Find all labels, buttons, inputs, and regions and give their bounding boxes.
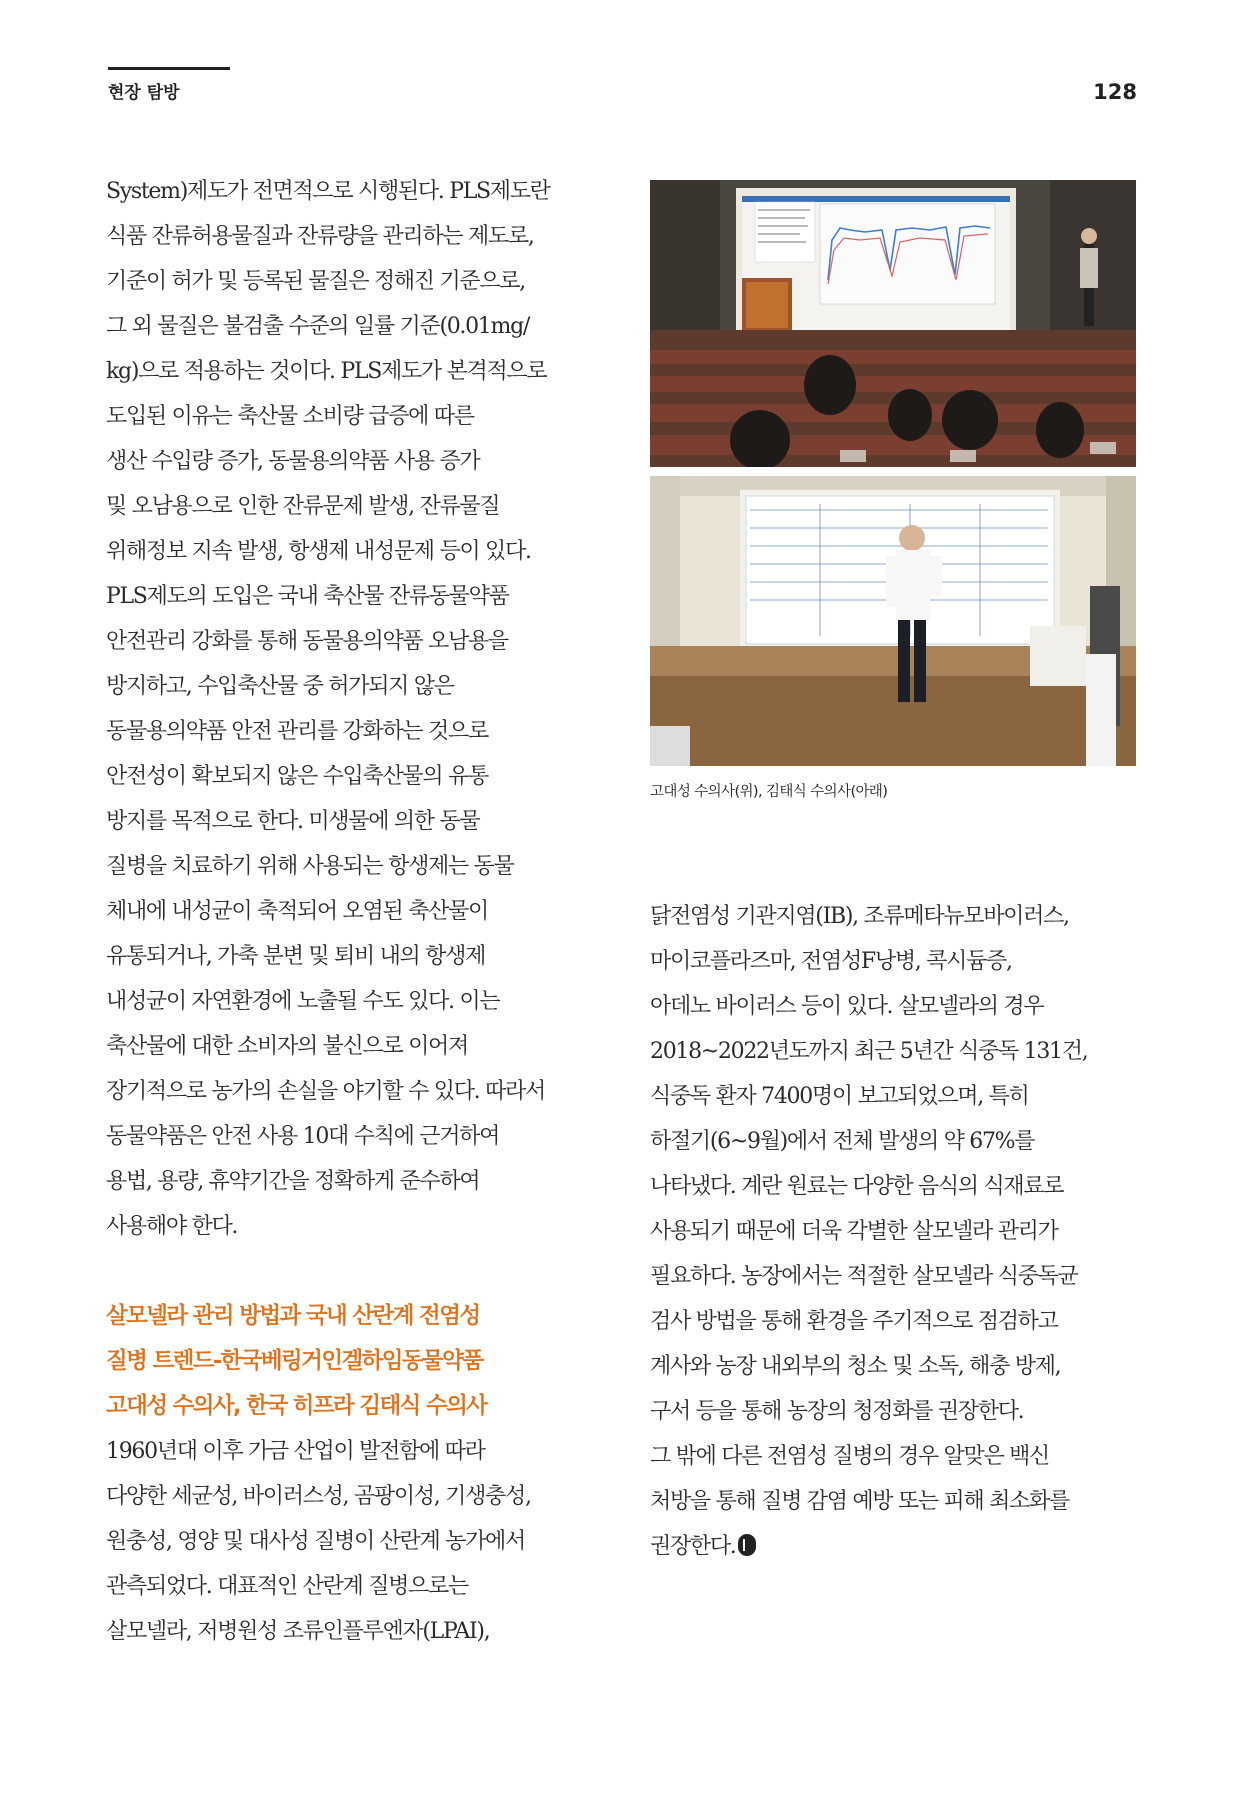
text-line: System)제도가 전면적으로 시행된다. PLS제도란 [106, 179, 550, 204]
text-line: 도입된 이유는 축산물 소비량 급증에 따른 [106, 404, 474, 429]
lecture-hall-photo-top [650, 180, 1136, 467]
text-line: 처방을 통해 질병 감염 예방 또는 피해 최소화를 [650, 1489, 1069, 1514]
heading-line: 살모넬라 관리 방법과 국내 산란계 전염성 [106, 1303, 480, 1329]
left-paragraph-2 [106, 1429, 606, 1654]
text-line: 유통되거나, 가축 분변 및 퇴비 내의 항생제 [106, 944, 486, 969]
text-line: 닭전염성 기관지염(IB), 조류메타뉴모바이러스, [650, 904, 1069, 929]
text-line: 검사 방법을 통해 환경을 주기적으로 점검하고 [650, 1309, 1058, 1334]
text-line: 동물약품은 안전 사용 10대 수칙에 근거하여 [106, 1124, 500, 1149]
photo-top [650, 180, 1136, 467]
text-line: 안전관리 강화를 통해 동물용의약품 오남용을 [106, 629, 508, 654]
paragraph-gap [106, 1249, 606, 1294]
text-line: 장기적으로 농가의 손실을 야기할 수 있다. 따라서 [106, 1079, 545, 1104]
text-line: 체내에 내성균이 축적되어 오염된 축산물이 [106, 899, 488, 924]
page-number: 128 [1093, 80, 1137, 104]
text-line: 2018~2022년도까지 최근 5년간 식중독 131건, [650, 1039, 1088, 1064]
text-line: 필요하다. 농장에서는 적절한 살모넬라 식중독균 [650, 1264, 1078, 1289]
heading-line: 고대성 수의사, 한국 히프라 김태식 수의사 [106, 1393, 487, 1419]
text-line-content: 권장한다. [650, 1534, 736, 1559]
heading-line: 질병 트렌드-한국베링거인겔하임동물약품 [106, 1348, 483, 1374]
text-line: 관측되었다. 대표적인 산란계 질병으로는 [106, 1574, 468, 1599]
text-line: 용법, 용량, 휴약기간을 정확하게 준수하여 [106, 1169, 480, 1194]
text-line: 동물용의약품 안전 관리를 강화하는 것으로 [106, 719, 488, 744]
left-paragraph-1 [106, 169, 606, 1249]
right-column [650, 894, 1130, 1569]
text-line: 축산물에 대한 소비자의 불신으로 이어져 [106, 1034, 468, 1059]
text-line: 사용해야 한다. [106, 1214, 238, 1239]
text-line: 사용되기 때문에 더욱 각별한 살모넬라 관리가 [650, 1219, 1058, 1244]
header-rule [108, 67, 230, 70]
text-line: 생산 수입량 증가, 동물용의약품 사용 증가 [106, 449, 480, 474]
text-line: 방지를 목적으로 한다. 미생물에 의한 동물 [106, 809, 480, 834]
text-line: 기준이 허가 및 등록된 물질은 정해진 기준으로, [106, 269, 525, 294]
text-line: 식품 잔류허용물질과 잔류량을 관리하는 제도로, [106, 224, 534, 249]
text-line: 살모넬라, 저병원성 조류인플루엔자(LPAI), [106, 1619, 490, 1644]
text-line: 방지하고, 수입축산물 중 허가되지 않은 [106, 674, 454, 699]
photo-caption: 고대성 수의사(위), 김태식 수의사(아래) [650, 784, 888, 800]
text-line: 그 외 물질은 불검출 수준의 일률 기준(0.01mg/ [106, 314, 529, 339]
text-line: 안전성이 확보되지 않은 수입축산물의 유통 [106, 764, 488, 789]
text-line: 식중독 환자 7400명이 보고되었으며, 특히 [650, 1084, 1029, 1109]
text-line: PLS제도의 도입은 국내 축산물 잔류동물약품 [106, 584, 509, 609]
text-line: 나타냈다. 계란 원료는 다양한 음식의 식재료로 [650, 1174, 1064, 1199]
section-heading [106, 1294, 606, 1429]
left-column [106, 169, 606, 1654]
text-line: 다양한 세균성, 바이러스성, 곰팡이성, 기생충성, [106, 1484, 531, 1509]
text-line: 1960년대 이후 가금 산업이 발전함에 따라 [106, 1439, 485, 1464]
text-line: 및 오남용으로 인한 잔류문제 발생, 잔류물질 [106, 494, 500, 519]
text-line: 하절기(6~9월)에서 전체 발생의 약 67%를 [650, 1129, 1035, 1154]
text-line: 원충성, 영양 및 대사성 질병이 산란계 농가에서 [106, 1529, 525, 1554]
photo-bottom [650, 476, 1136, 766]
text-line: 질병을 치료하기 위해 사용되는 항생제는 동물 [106, 854, 514, 879]
text-line: 계사와 농장 내외부의 청소 및 소독, 해충 방제, [650, 1354, 1061, 1379]
text-line: 구서 등을 통해 농장의 청정화를 권장한다. [650, 1399, 1024, 1424]
text-line: kg)으로 적용하는 것이다. PLS제도가 본격적으로 [106, 359, 547, 384]
lecture-hall-photo-bottom [650, 476, 1136, 766]
text-line: 내성균이 자연환경에 노출될 수도 있다. 이는 [106, 989, 500, 1014]
end-mark-icon [738, 1534, 756, 1556]
text-line-last [650, 1524, 1130, 1569]
text-line: 그 밖에 다른 전염성 질병의 경우 알맞은 백신 [650, 1444, 1049, 1469]
text-line: 마이코플라즈마, 전염성F낭병, 콕시듐증, [650, 949, 1012, 974]
text-line: 아데노 바이러스 등이 있다. 살모넬라의 경우 [650, 994, 1044, 1019]
section-label: 현장 탐방 [108, 83, 180, 103]
text-line: 위해정보 지속 발생, 항생제 내성문제 등이 있다. [106, 539, 531, 564]
